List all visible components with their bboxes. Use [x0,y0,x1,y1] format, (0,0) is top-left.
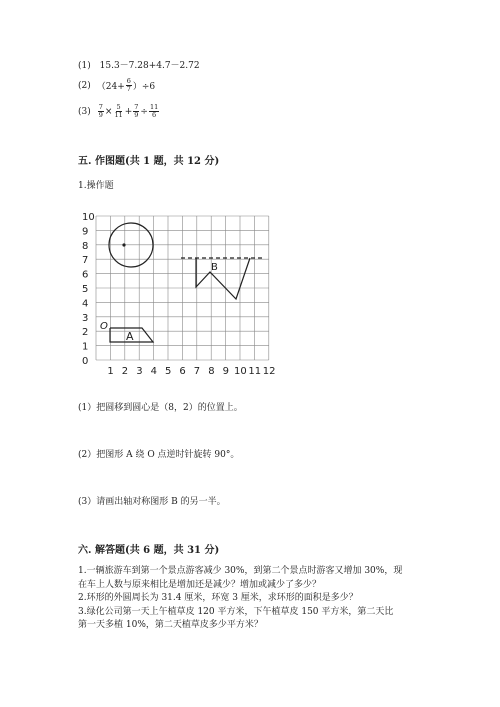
y-tick-label: 2 [82,327,89,339]
fraction [149,104,159,119]
fraction [126,78,132,93]
problem-line: 1.一辆旅游车到第一个景点游客减少 30%，到第二个景点时游客又增加 30%，现 [78,566,403,576]
x-tick-label: 4 [150,366,157,376]
circle-center [122,243,125,246]
section-5-title: 五. 作图题(共 1 题，共 12 分) [78,156,220,167]
y-tick-label: 7 [82,255,89,267]
x-tick-label: 5 [165,366,172,376]
x-tick-label: 8 [208,366,215,376]
operator: + [124,106,133,117]
calc-open: （24+ [96,82,125,92]
x-tick-label: 2 [121,366,129,376]
section-6-body [78,565,402,633]
problem-line: 在车上人数与原来相比是增加还是减少？增加或减少了多少？ [78,579,322,590]
fraction-denominator: 9 [98,111,103,119]
fraction-denominator: 6 [152,111,157,119]
y-tick-label: 6 [82,269,89,281]
shape-b-outline [196,258,250,299]
fraction-denominator: 7 [126,85,131,93]
fraction [133,104,139,119]
fraction [98,104,104,119]
x-tick-label: 1 [107,366,114,376]
operator: ÷ [140,106,148,117]
operator: × [104,106,113,117]
fraction-denominator: 11 [114,111,123,119]
calc-item-2 [78,78,155,93]
calc-item-1 [78,60,200,73]
x-tick-label: 7 [193,366,201,376]
fraction-numerator: 7 [98,103,103,111]
problem-line: 2.环形的外圆周长为 31.4 厘米，环宽 3 厘米，求环形的面积是多少？ [78,593,358,603]
x-tick-label: 6 [179,366,186,376]
y-tick-label: 0 [82,356,89,367]
calc-item-label: (3) [78,106,91,117]
x-tick-label: 12 [262,366,276,376]
fraction-numerator: 7 [134,103,139,111]
y-tick-label: 5 [82,284,89,295]
y-tick-label: 10 [82,212,95,223]
fraction-numerator: 6 [126,77,131,85]
shape-b-label: B [211,262,218,273]
y-tick-label: 3 [82,312,89,324]
fraction-denominator: 9 [134,111,139,119]
calc-item-3 [78,104,160,119]
y-axis-labels [82,212,95,367]
y-tick-label: 1 [82,341,89,353]
question-1: (1）把圆移到圆心是（8，2）的位置上。 [78,403,243,413]
x-tick-label: 9 [222,366,229,376]
problem-line: 第一天多植 10%，第二天植草皮多少平方米？ [78,620,263,630]
problem-line: 3.绿化公司第一天上午植草皮 120 平方米，下午植草皮 150 平方米，第二天比 [78,606,394,617]
shape-a-label: A [126,330,134,343]
section-6-title: 六. 解答题(共 6 题，共 31 分) [78,545,220,556]
x-tick-label: 3 [136,366,143,376]
grid-lines [96,216,269,360]
section-5-subtitle: 1.操作题 [78,181,114,191]
fraction-numerator: 5 [116,103,121,111]
calc-item-label: (1) [78,61,91,71]
shape-a [100,321,153,343]
calc-expression-3 [97,104,160,119]
y-tick-label: 8 [82,240,89,252]
fraction [113,104,123,119]
question-2: (2）把图形 A 绕 O 点逆时针旋转 90°。 [78,450,240,460]
shape-b [181,258,265,299]
x-tick-label: 10 [234,366,247,376]
calc-item-label: (2) [78,80,91,91]
question-3: (3）请画出轴对称图形 B 的另一半。 [78,497,226,507]
calc-expression: 15.3－7.28+4.7－2.72 [99,61,200,71]
fraction-numerator: 11 [149,103,159,111]
x-axis-labels [107,366,275,376]
coordinate-grid [80,208,280,376]
y-tick-label: 9 [82,226,89,238]
y-tick-label: 4 [82,298,89,310]
point-o-label: O [100,321,108,332]
x-tick-label: 11 [248,366,262,376]
calc-close: ）÷6 [132,82,156,92]
